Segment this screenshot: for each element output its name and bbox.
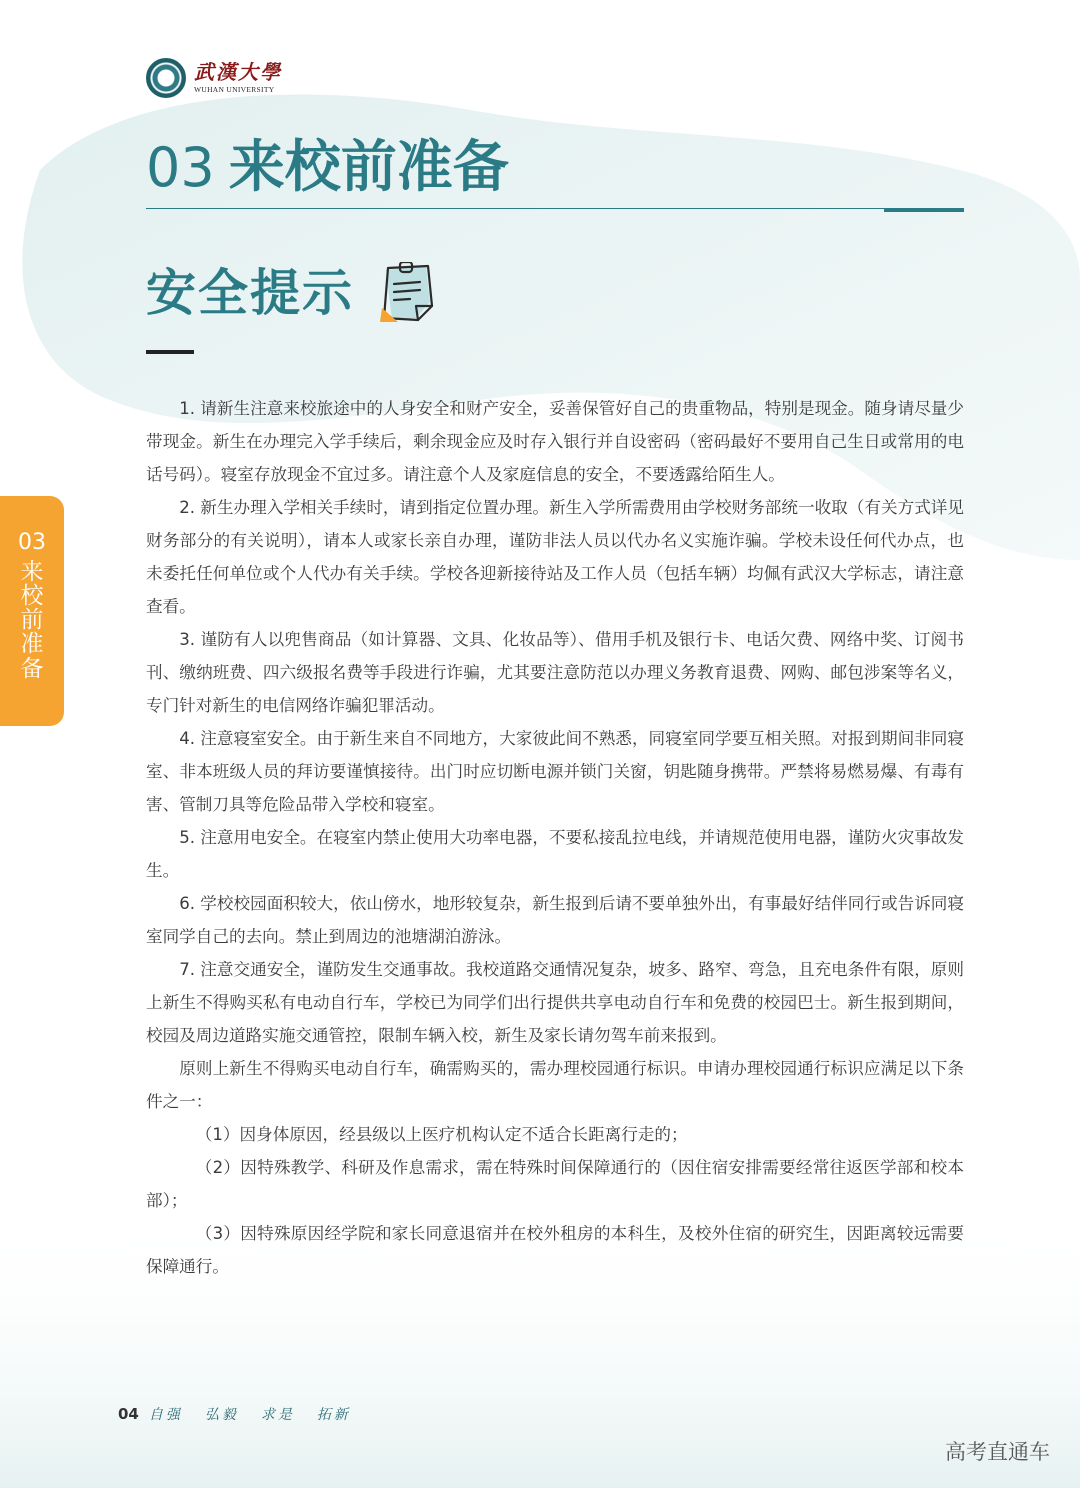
motto-word: 弘毅 xyxy=(204,1407,239,1423)
logo-chinese-name: 武漢大學 xyxy=(194,60,282,85)
paragraph: （1）因身体原因，经县级以上医疗机构认定不适合长距离行走的； xyxy=(195,1125,688,1144)
watermark-text: 高考直通车 xyxy=(945,1440,1050,1464)
side-tab-number: 03 xyxy=(18,530,46,555)
content-body xyxy=(146,392,964,1283)
page-footer xyxy=(118,1404,373,1424)
paragraph: 4. 注意寝室安全。由于新生来自不同地方，大家彼此间不熟悉，同寝室同学要互相关照。对报到期间非同寝室、非本班级人员的拜访要谨慎接待。出门时应切断电源并锁门关窗，钥匙随身携带。严禁将易燃易爆、有毒有害、管制刀具等危险品带入学校和寝室。 xyxy=(146,729,964,814)
paragraph: （3）因特殊原因经学院和家长同意退宿并在校外租房的本科生，及校外住宿的研究生，因距离较远需要保障通行。 xyxy=(146,1224,964,1276)
chapter-name: 来校前准备 xyxy=(228,135,509,200)
chapter-number: 03 xyxy=(146,136,215,199)
title-divider xyxy=(146,208,962,209)
motto-word: 拓新 xyxy=(316,1407,351,1423)
paragraph: 原则上新生不得购买电动自行车，确需购买的，需办理校园通行标识。申请办理校园通行标识应满足以下条件之一： xyxy=(146,1059,964,1111)
motto-word: 自强 xyxy=(148,1407,183,1423)
paragraph: 2. 新生办理入学相关手续时，请到指定位置办理。新生入学所需费用由学校财务部统一收取（有关方式详见财务部分的有关说明），请本人或家长亲自办理，谨防非法人员以代办名义实施诈骗。学校未设任何代办点，也未委托任何单位或个人代办有关手续。学校各迎新接待站及工作人员（包括车辆）均佩有武汉大学标志，请注意查看。 xyxy=(146,498,964,616)
chapter-side-tab xyxy=(0,496,64,726)
paragraph: （2）因特殊教学、科研及作息需求，需在特殊时间保障通行的（因住宿安排需要经常往返医学部和校本部）； xyxy=(146,1158,964,1210)
section-title: 安全提示 xyxy=(146,263,354,322)
paragraph: 5. 注意用电安全。在寝室内禁止使用大功率电器，不要私接乱拉电线，并请规范使用电器，谨防火灾事故发生。 xyxy=(146,828,964,880)
title-divider-accent xyxy=(884,208,964,212)
paragraph: 6. 学校校园面积较大，依山傍水，地形较复杂，新生报到后请不要单独外出，有事最好结伴同行或告诉同寝室同学自己的去向。禁止到周边的池塘湖泊游泳。 xyxy=(146,894,964,946)
section-header xyxy=(146,262,440,324)
paragraph: 3. 谨防有人以兜售商品（如计算器、文具、化妆品等）、借用手机及银行卡、电话欠费、网络中奖、订阅书刊、缴纳班费、四六级报名费等手段进行诈骗，尤其要注意防范以办理义务教育退费、网购、邮包涉案等名义，专门针对新生的电信网络诈骗犯罪活动。 xyxy=(146,630,964,715)
university-seal-icon xyxy=(146,58,186,98)
section-underline xyxy=(146,350,194,354)
logo-english-name: WUHAN UNIVERSITY xyxy=(194,85,275,95)
side-tab-label: 来校前准备 xyxy=(20,559,44,682)
paragraph: 7. 注意交通安全，谨防发生交通事故。我校道路交通情况复杂，坡多、路窄、弯急，且充电条件有限，原则上新生不得购买私有电动自行车，学校已为同学们出行提供共享电动自行车和免费的校园巴士。新生报到期间，校园及周边道路实施交通管控，限制车辆入校，新生及家长请勿驾车前来报到。 xyxy=(146,960,964,1045)
chapter-title xyxy=(146,135,509,200)
paragraph: 1. 请新生注意来校旅途中的人身安全和财产安全，妥善保管好自己的贵重物品，特别是现金。随身请尽量少带现金。新生在办理完入学手续后，剩余现金应及时存入银行并自设密码（密码最好不要用自己生日或常用的电话号码）。寝室存放现金不宜过多。请注意个人及家庭信息的安全，不要透露给陌生人。 xyxy=(146,399,964,484)
clipboard-icon xyxy=(376,262,440,324)
university-logo xyxy=(146,58,282,98)
page-number: 04 xyxy=(118,1405,139,1423)
motto-word: 求是 xyxy=(260,1407,295,1423)
